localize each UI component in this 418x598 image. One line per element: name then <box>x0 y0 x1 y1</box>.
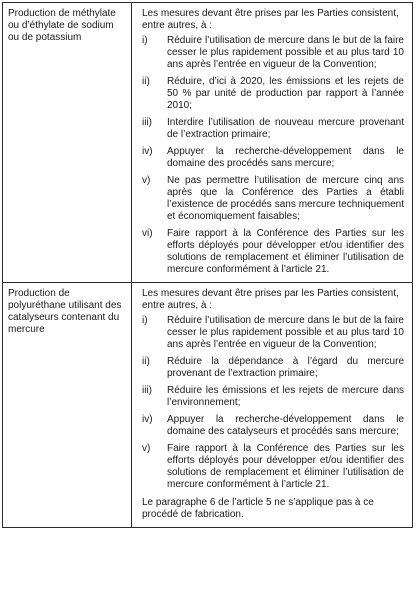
article-note: Le paragraphe 6 de l’article 5 ne s’applique pas à ce procédé de fabrication. <box>142 497 374 520</box>
item-text: Appuyer la recherche-développement dans le domaine des procédés sans mercure; <box>167 146 404 169</box>
measures-cell <box>132 283 413 528</box>
list-item <box>142 175 404 223</box>
item-text: Ne pas permettre l’utilisation de mercure cinq ans après que la Conférence des Parties a établi l’existence de procédés sans mercure techniquement et économiquement faisables; <box>167 175 404 222</box>
process-name: Production de méthylate ou d’éthylate de sodium ou de potassium <box>8 8 116 43</box>
item-number: iii) <box>142 385 152 396</box>
table-row <box>3 3 413 283</box>
item-number: v) <box>142 443 151 454</box>
item-number: vi) <box>142 228 153 239</box>
item-text: Réduire l’utilisation de mercure dans le but de la faire cesser le plus rapidement possible et au plus tard 10 ans après l’entrée en vigueur de la Convention; <box>167 315 404 350</box>
item-text: Réduire les émissions et les rejets de mercure dans l’environnement; <box>167 385 404 408</box>
list-item <box>142 315 404 351</box>
item-text: Interdire l’utilisation de nouveau mercure provenant de l’extraction primaire; <box>167 117 404 140</box>
list-item <box>142 76 404 112</box>
item-number: i) <box>142 35 148 46</box>
list-item <box>142 146 404 170</box>
item-number: ii) <box>142 356 150 367</box>
item-text: Appuyer la recherche-développement dans le domaine des catalyseurs et procédés sans mercure; <box>167 414 404 437</box>
measures-intro: Les mesures devant être prises par les Parties consistent, entre autres, à : <box>142 288 399 311</box>
measures-cell <box>132 3 413 283</box>
list-item <box>142 443 404 491</box>
item-number: i) <box>142 315 148 326</box>
item-text: Faire rapport à la Conférence des Parties sur les efforts déployés pour développer et/ou identifier des solutions de remplacement et éliminer l’utilisation de mercure conformément à l’article 21. <box>167 443 404 490</box>
item-number: iv) <box>142 414 153 425</box>
item-number: v) <box>142 175 151 186</box>
process-name: Production de polyuréthane utilisant des catalyseurs contenant du mercure <box>8 288 122 335</box>
list-item <box>142 356 404 380</box>
list-item <box>142 414 404 438</box>
item-text: Réduire l’utilisation de mercure dans le but de la faire cesser le plus rapidement possible et au plus tard 10 ans après l’entrée en vigueur de la Convention; <box>167 35 404 70</box>
item-number: iii) <box>142 117 152 128</box>
mercury-measures-table <box>2 2 413 528</box>
measures-intro: Les mesures devant être prises par les Parties consistent, entre autres, à : <box>142 8 399 31</box>
item-number: iv) <box>142 146 153 157</box>
process-cell <box>3 283 132 528</box>
item-text: Réduire la dépendance à l’égard du mercure provenant de l’extraction primaire; <box>167 356 404 379</box>
item-number: ii) <box>142 76 150 87</box>
list-item <box>142 228 404 276</box>
list-item <box>142 35 404 71</box>
process-cell <box>3 3 132 283</box>
table-row <box>3 283 413 528</box>
list-item <box>142 117 404 141</box>
item-text: Réduire, d’ici à 2020, les émissions et les rejets de 50 % par unité de production par rapport à l’année 2010; <box>167 76 404 111</box>
item-text: Faire rapport à la Conférence des Parties sur les efforts déployés pour développer et/ou identifier des solutions de remplacement et éliminer l’utilisation de mercure conformément à l’article 21. <box>167 228 404 275</box>
list-item <box>142 385 404 409</box>
